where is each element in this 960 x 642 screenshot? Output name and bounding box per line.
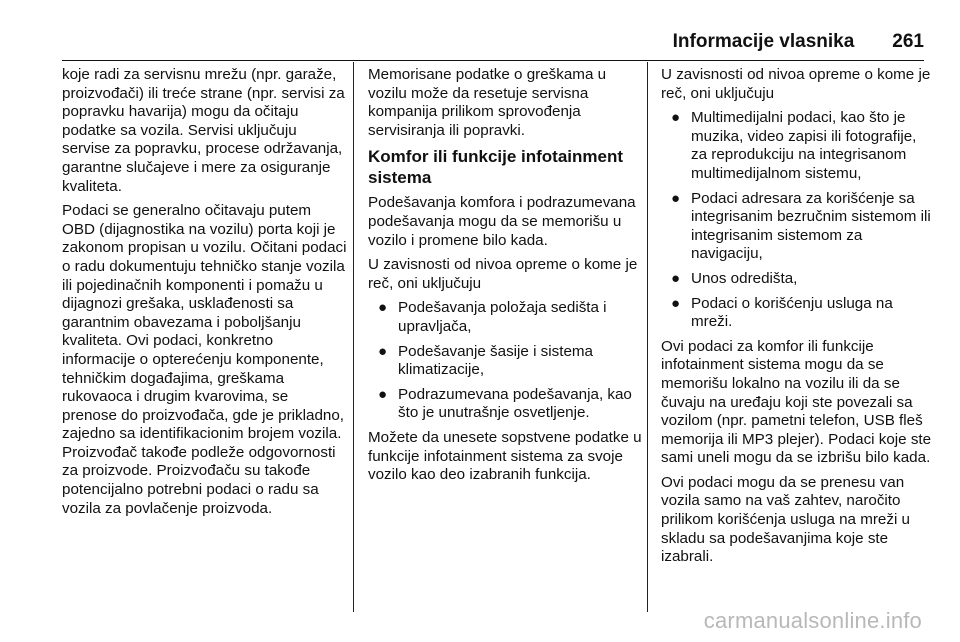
- list-item: [368, 386, 643, 423]
- list-item: [368, 343, 643, 380]
- paragraph: Podaci se generalno očitavaju putem OBD (dijagnostika na vozilu) porta koji je zakonom propisan u vozilu. Očitani podaci o radu dokumentuju tehničko stanje vozila ili pojedinačnih komponenti i pomažu u dijagnozi grešaka, usklađenosti sa garantnim obavezama i poboljšanju kvaliteta. Ovi podaci, konkretno informacije o opterećenju komponente, tehničkim događajima, greškama rukovaoca i drugim kvarovima, se prenose do proizvođača, gde je prikladno, zajedno sa identifikacionim brojem vozila. Proizvođač takođe podleže odgovornosti za proizvode. Proizvođaču su takođe potencijalno potrebni podaci o radu sa vozila za povlačenje proizvoda.: [62, 202, 347, 517]
- paragraph: Podešavanja komfora i podrazumevana podešavanja mogu da se memorišu u vozilo i promene bilo kada.: [368, 194, 636, 249]
- bullet-icon: ●: [378, 385, 388, 403]
- column-divider-2: [647, 62, 648, 612]
- bullet-list: [368, 299, 643, 423]
- list-item-text: Podaci adresara za korišćenje sa integrisanim bezručnim sistemom ili integrisanim sistemom za navigaciju,: [691, 189, 931, 263]
- list-item-text: Unos odredišta,: [691, 269, 798, 287]
- section-heading: Komfor ili funkcije infotainment sistema: [368, 147, 624, 188]
- column-divider-1: [353, 62, 354, 612]
- watermark: carmanualsonline.info: [703, 608, 922, 633]
- list-item-text: Podaci o korišćenju usluga na mreži.: [691, 294, 893, 331]
- list-item: [661, 190, 936, 264]
- paragraph: Ovi podaci mogu da se prenesu van vozila samo na vaš zahtev, naročito prilikom korišćenja usluga na mreži u skladu sa podešavanjima koje ste izabrali.: [661, 473, 911, 566]
- bullet-icon: ●: [671, 269, 681, 287]
- column-2: [368, 66, 643, 491]
- bullet-list: [661, 109, 936, 332]
- bullet-icon: ●: [378, 342, 388, 360]
- list-item: [661, 295, 936, 332]
- paragraph: koje radi za servisnu mrežu (npr. garaže, proizvođači) ili treće strane (npr. servisi za popravku havarija) mogu da očitaju podatke sa vozila. Servisi uključuju servise za popravku, procese održavanja, garantne slučajeve i mere za osiguranje kvaliteta.: [62, 66, 345, 195]
- list-item-text: Podešavanje šasije i sistema klimatizacije,: [398, 342, 594, 379]
- list-item-text: Podešavanja položaja sedišta i upravljača,: [398, 299, 607, 335]
- bullet-icon: ●: [671, 189, 681, 207]
- page-number: 261: [892, 31, 924, 52]
- list-item-text: Multimedijalni podaci, kao što je muzika, video zapisi ili fotografije, za reprodukciju na integrisanom multimedijalnom sistemu,: [691, 109, 917, 182]
- paragraph: Memorisane podatke o greškama u vozilu može da resetuje servisna kompanija prilikom sprovođenja servisiranja ili popravki.: [368, 66, 607, 139]
- paragraph: U zavisnosti od nivoa opreme o kome je reč, oni uključuju: [368, 256, 638, 292]
- section-title: Informacije vlasnika: [672, 31, 855, 52]
- list-item: [368, 299, 643, 336]
- column-3: [661, 66, 936, 573]
- list-item: [661, 270, 936, 289]
- bullet-icon: ●: [671, 109, 681, 127]
- bullet-icon: ●: [378, 299, 388, 317]
- column-1: [62, 66, 347, 524]
- list-item-text: Podrazumevana podešavanja, kao što je unutrašnje osvetljenje.: [398, 385, 632, 422]
- page-header: [62, 0, 924, 61]
- paragraph: Možete da unesete sopstvene podatke u funkcije infotainment sistema za svoje vozilo kao deo izabranih funkcija.: [368, 428, 642, 484]
- paragraph: Ovi podaci za komfor ili funkcije infotainment sistema mogu da se memorišu lokalno na vozilu ili da se čuvaju na uređaju koji ste povezali sa vozilom (npr. pametni telefon, USB fleš memorija ili MP3 plejer). Podaci koje ste sami uneli mogu da se izbrišu bilo kada.: [661, 337, 932, 467]
- bullet-icon: ●: [671, 294, 681, 312]
- paragraph: U zavisnosti od nivoa opreme o kome je reč, oni uključuju: [661, 66, 931, 102]
- list-item: [661, 109, 936, 183]
